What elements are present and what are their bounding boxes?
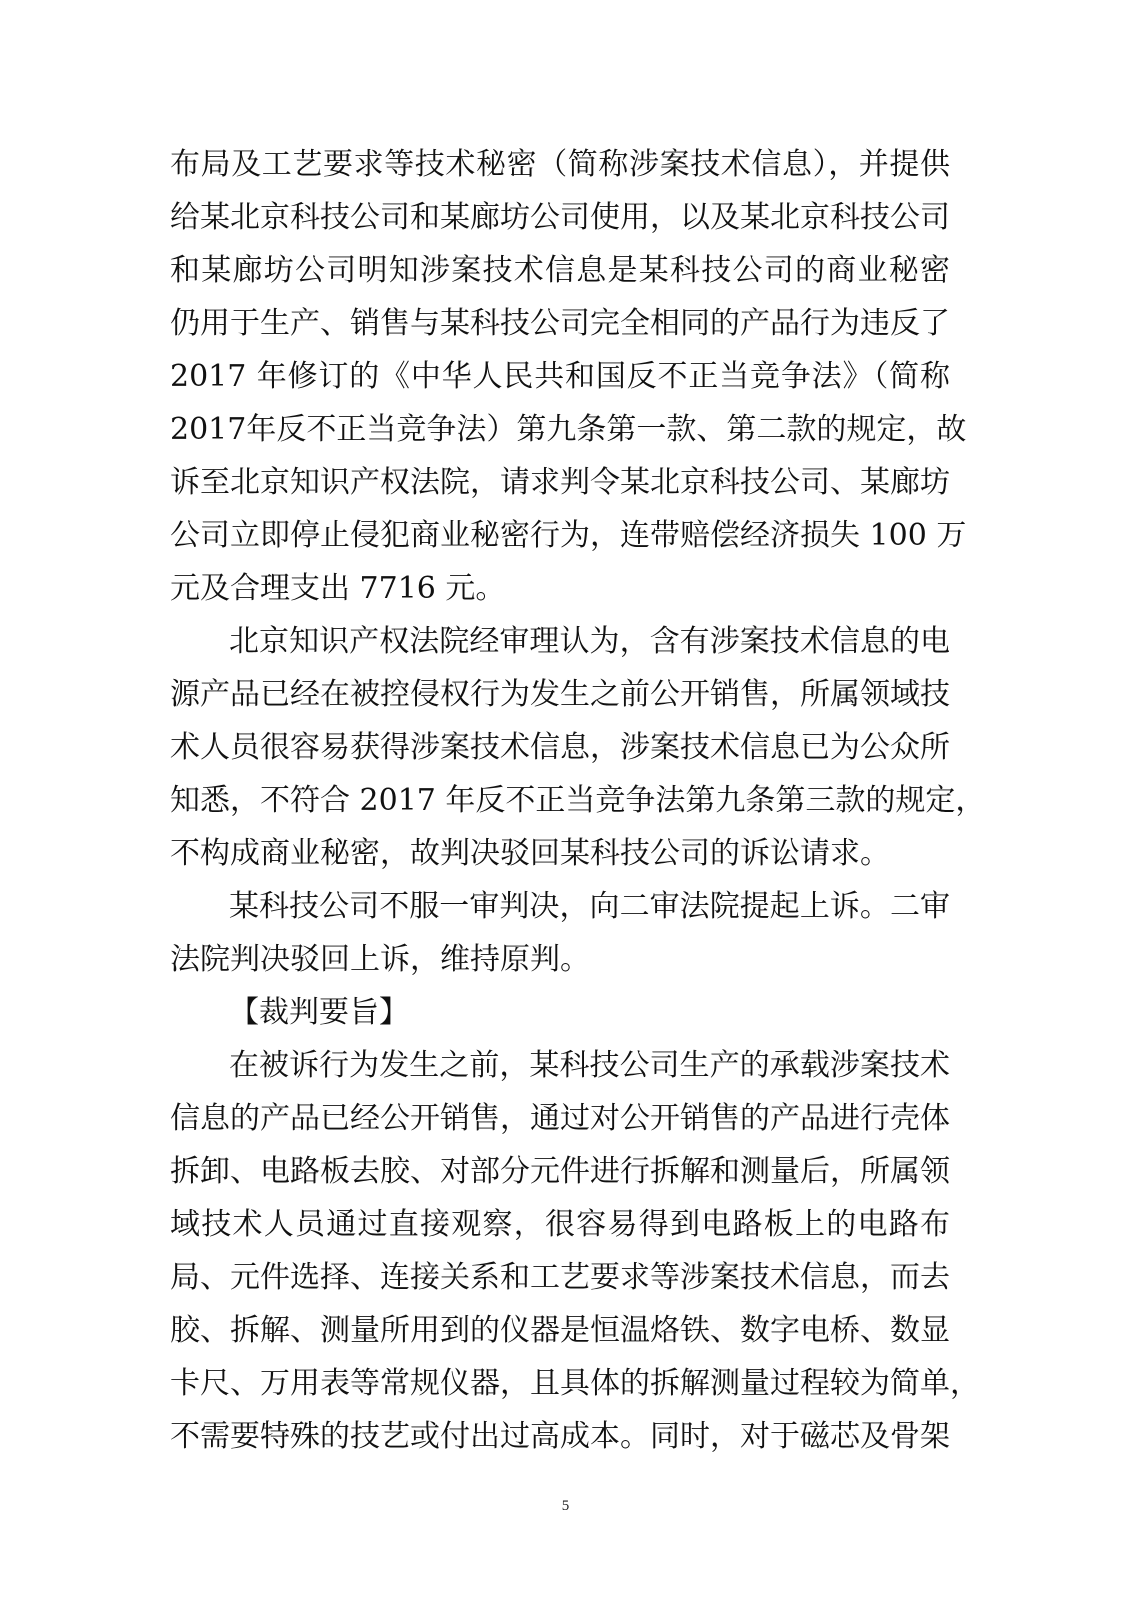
body-text-line: 诉至北京知识产权法院，请求判令某北京科技公司、某廊坊 [170, 465, 950, 500]
body-text-line: 术人员很容易获得涉案技术信息，涉案技术信息已为公众所 [170, 730, 950, 765]
body-text-line: 仍用于生产、销售与某科技公司完全相同的产品行为违反了 [170, 306, 950, 341]
body-text-line: 拆卸、电路板去胶、对部分元件进行拆解和测量后，所属领 [170, 1154, 950, 1189]
body-text-line: 2017年反不正当竞争法）第九条第一款、第二款的规定，故 [170, 412, 967, 447]
body-text-line: 和某廊坊公司明知涉案技术信息是某科技公司的商业秘密 [170, 253, 950, 288]
body-text-line: 局、元件选择、连接关系和工艺要求等涉案技术信息，而去 [170, 1260, 950, 1295]
body-text-line: 2017 年修订的《中华人民共和国反不正当竞争法》（简称 [170, 359, 950, 394]
body-text-line: 公司立即停止侵犯商业秘密行为，连带赔偿经济损失 100 万 [170, 518, 967, 553]
paragraph-first-line: 北京知识产权法院经审理认为，含有涉案技术信息的电 [229, 624, 950, 659]
body-text-line: 不构成商业秘密，故判决驳回某科技公司的诉讼请求。 [170, 836, 890, 871]
body-text-line: 不需要特殊的技艺或付出过高成本。同时，对于磁芯及骨架 [170, 1419, 950, 1454]
body-text-line: 源产品已经在被控侵权行为发生之前公开销售，所属领域技 [170, 677, 950, 712]
body-text-line: 信息的产品已经公开销售，通过对公开销售的产品进行壳体 [170, 1101, 950, 1136]
body-text-line: 给某北京科技公司和某廊坊公司使用，以及某北京科技公司 [170, 200, 950, 235]
section-heading: 【裁判要旨】 [229, 995, 409, 1030]
page-number: 5 [561, 1498, 570, 1514]
body-text-line: 知悉，不符合 2017 年反不正当竞争法第九条第三款的规定， [170, 783, 986, 818]
body-text-line: 卡尺、万用表等常规仪器，且具体的拆解测量过程较为简单， [170, 1366, 980, 1401]
body-text-line: 元及合理支出 7716 元。 [170, 571, 506, 606]
body-text-line: 胶、拆解、测量所用到的仪器是恒温烙铁、数字电桥、数显 [170, 1313, 950, 1348]
body-text-line: 域技术人员通过直接观察，很容易得到电路板上的电路布 [170, 1207, 950, 1242]
paragraph-first-line: 在被诉行为发生之前，某科技公司生产的承载涉案技术 [229, 1048, 950, 1083]
paragraph-first-line: 某科技公司不服一审判决，向二审法院提起上诉。二审 [229, 889, 950, 924]
body-text-line: 布局及工艺要求等技术秘密（简称涉案技术信息），并提供 [170, 147, 950, 182]
body-text-line: 法院判决驳回上诉，维持原判。 [170, 942, 590, 977]
